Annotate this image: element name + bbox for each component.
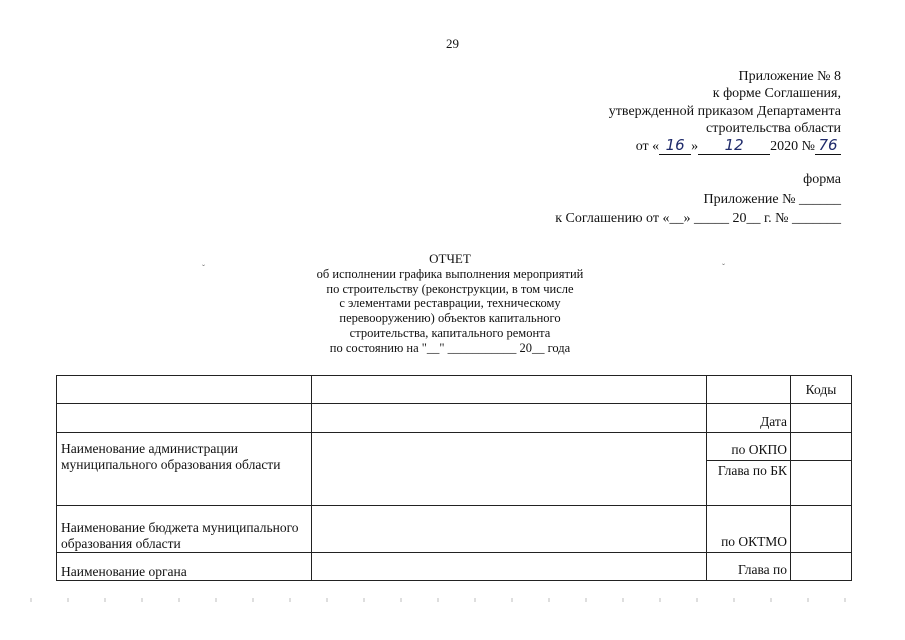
date-label: Дата xyxy=(706,403,791,433)
scan-artifact: ˇ xyxy=(722,262,725,272)
report-line-5: строительства, капитального ремонта xyxy=(349,325,551,340)
table-cell-empty xyxy=(56,403,312,433)
report-line-1: об исполнении графика выполнения мероприятий xyxy=(316,266,584,281)
report-title: ОТЧЕТ xyxy=(429,251,471,266)
admin-name-value xyxy=(311,432,707,506)
date-mid: » xyxy=(691,138,699,154)
handwritten-number: 76 xyxy=(818,135,838,154)
year-text: 2020 № xyxy=(770,138,815,154)
report-line-2: по строительству (реконструкции, в том числе xyxy=(326,281,574,296)
organ-name-value xyxy=(311,552,707,581)
appendix-block xyxy=(609,68,841,155)
table-cell-empty xyxy=(706,375,791,404)
oktmo-label: по ОКТМО xyxy=(706,505,791,553)
budget-name-value xyxy=(311,505,707,553)
appendix-date-line xyxy=(609,135,841,155)
date-prefix: от « xyxy=(635,138,660,154)
agreement-appendix-line-1: Приложение № ______ xyxy=(703,192,841,207)
report-line-3: с элементами реставрации, техническому xyxy=(339,296,561,311)
handwritten-day: 16 xyxy=(665,135,685,154)
table-cell-empty xyxy=(311,375,707,404)
scan-edge-artifact xyxy=(30,598,860,602)
glava-code-cell xyxy=(790,552,852,581)
admin-name-label: Наименование администрации муниципального образования области xyxy=(56,432,312,506)
forma-label: форма xyxy=(803,172,841,187)
table-cell-empty xyxy=(311,403,707,433)
organ-name-label: Наименование органа xyxy=(56,552,312,581)
report-line-4: перевооружению) объектов капитального xyxy=(339,311,561,326)
agreement-appendix-block xyxy=(555,190,841,228)
page-number: 29 xyxy=(446,36,459,51)
glava-label: Глава по xyxy=(706,552,791,581)
agreement-appendix-line-2: к Соглашению от «__» _____ 20__ г. № _______ xyxy=(555,211,841,226)
report-line-6: по состоянию на "__" ___________ 20__ года xyxy=(329,340,571,355)
okpo-code-cell xyxy=(790,432,852,461)
oktmo-code-cell xyxy=(790,505,852,553)
handwritten-month: 12 xyxy=(724,135,744,154)
appendix-line-2: к форме Соглашения, xyxy=(712,86,841,102)
appendix-title: Приложение № 8 xyxy=(738,69,841,84)
table-cell-empty xyxy=(56,375,312,404)
scan-artifact: ˇ xyxy=(202,263,205,273)
budget-name-label: Наименование бюджета муниципального образования области xyxy=(56,505,312,553)
appendix-line-4: строительства области xyxy=(706,121,841,137)
date-code-cell xyxy=(790,403,852,433)
glava-bk-code-cell xyxy=(790,460,852,506)
report-title-block xyxy=(270,252,630,356)
appendix-line-3: утвержденной приказом Департамента xyxy=(608,103,841,119)
okpo-label: по ОКПО xyxy=(706,432,791,461)
glava-bk-label: Глава по БК xyxy=(706,460,791,506)
codes-header: Коды xyxy=(790,375,852,404)
